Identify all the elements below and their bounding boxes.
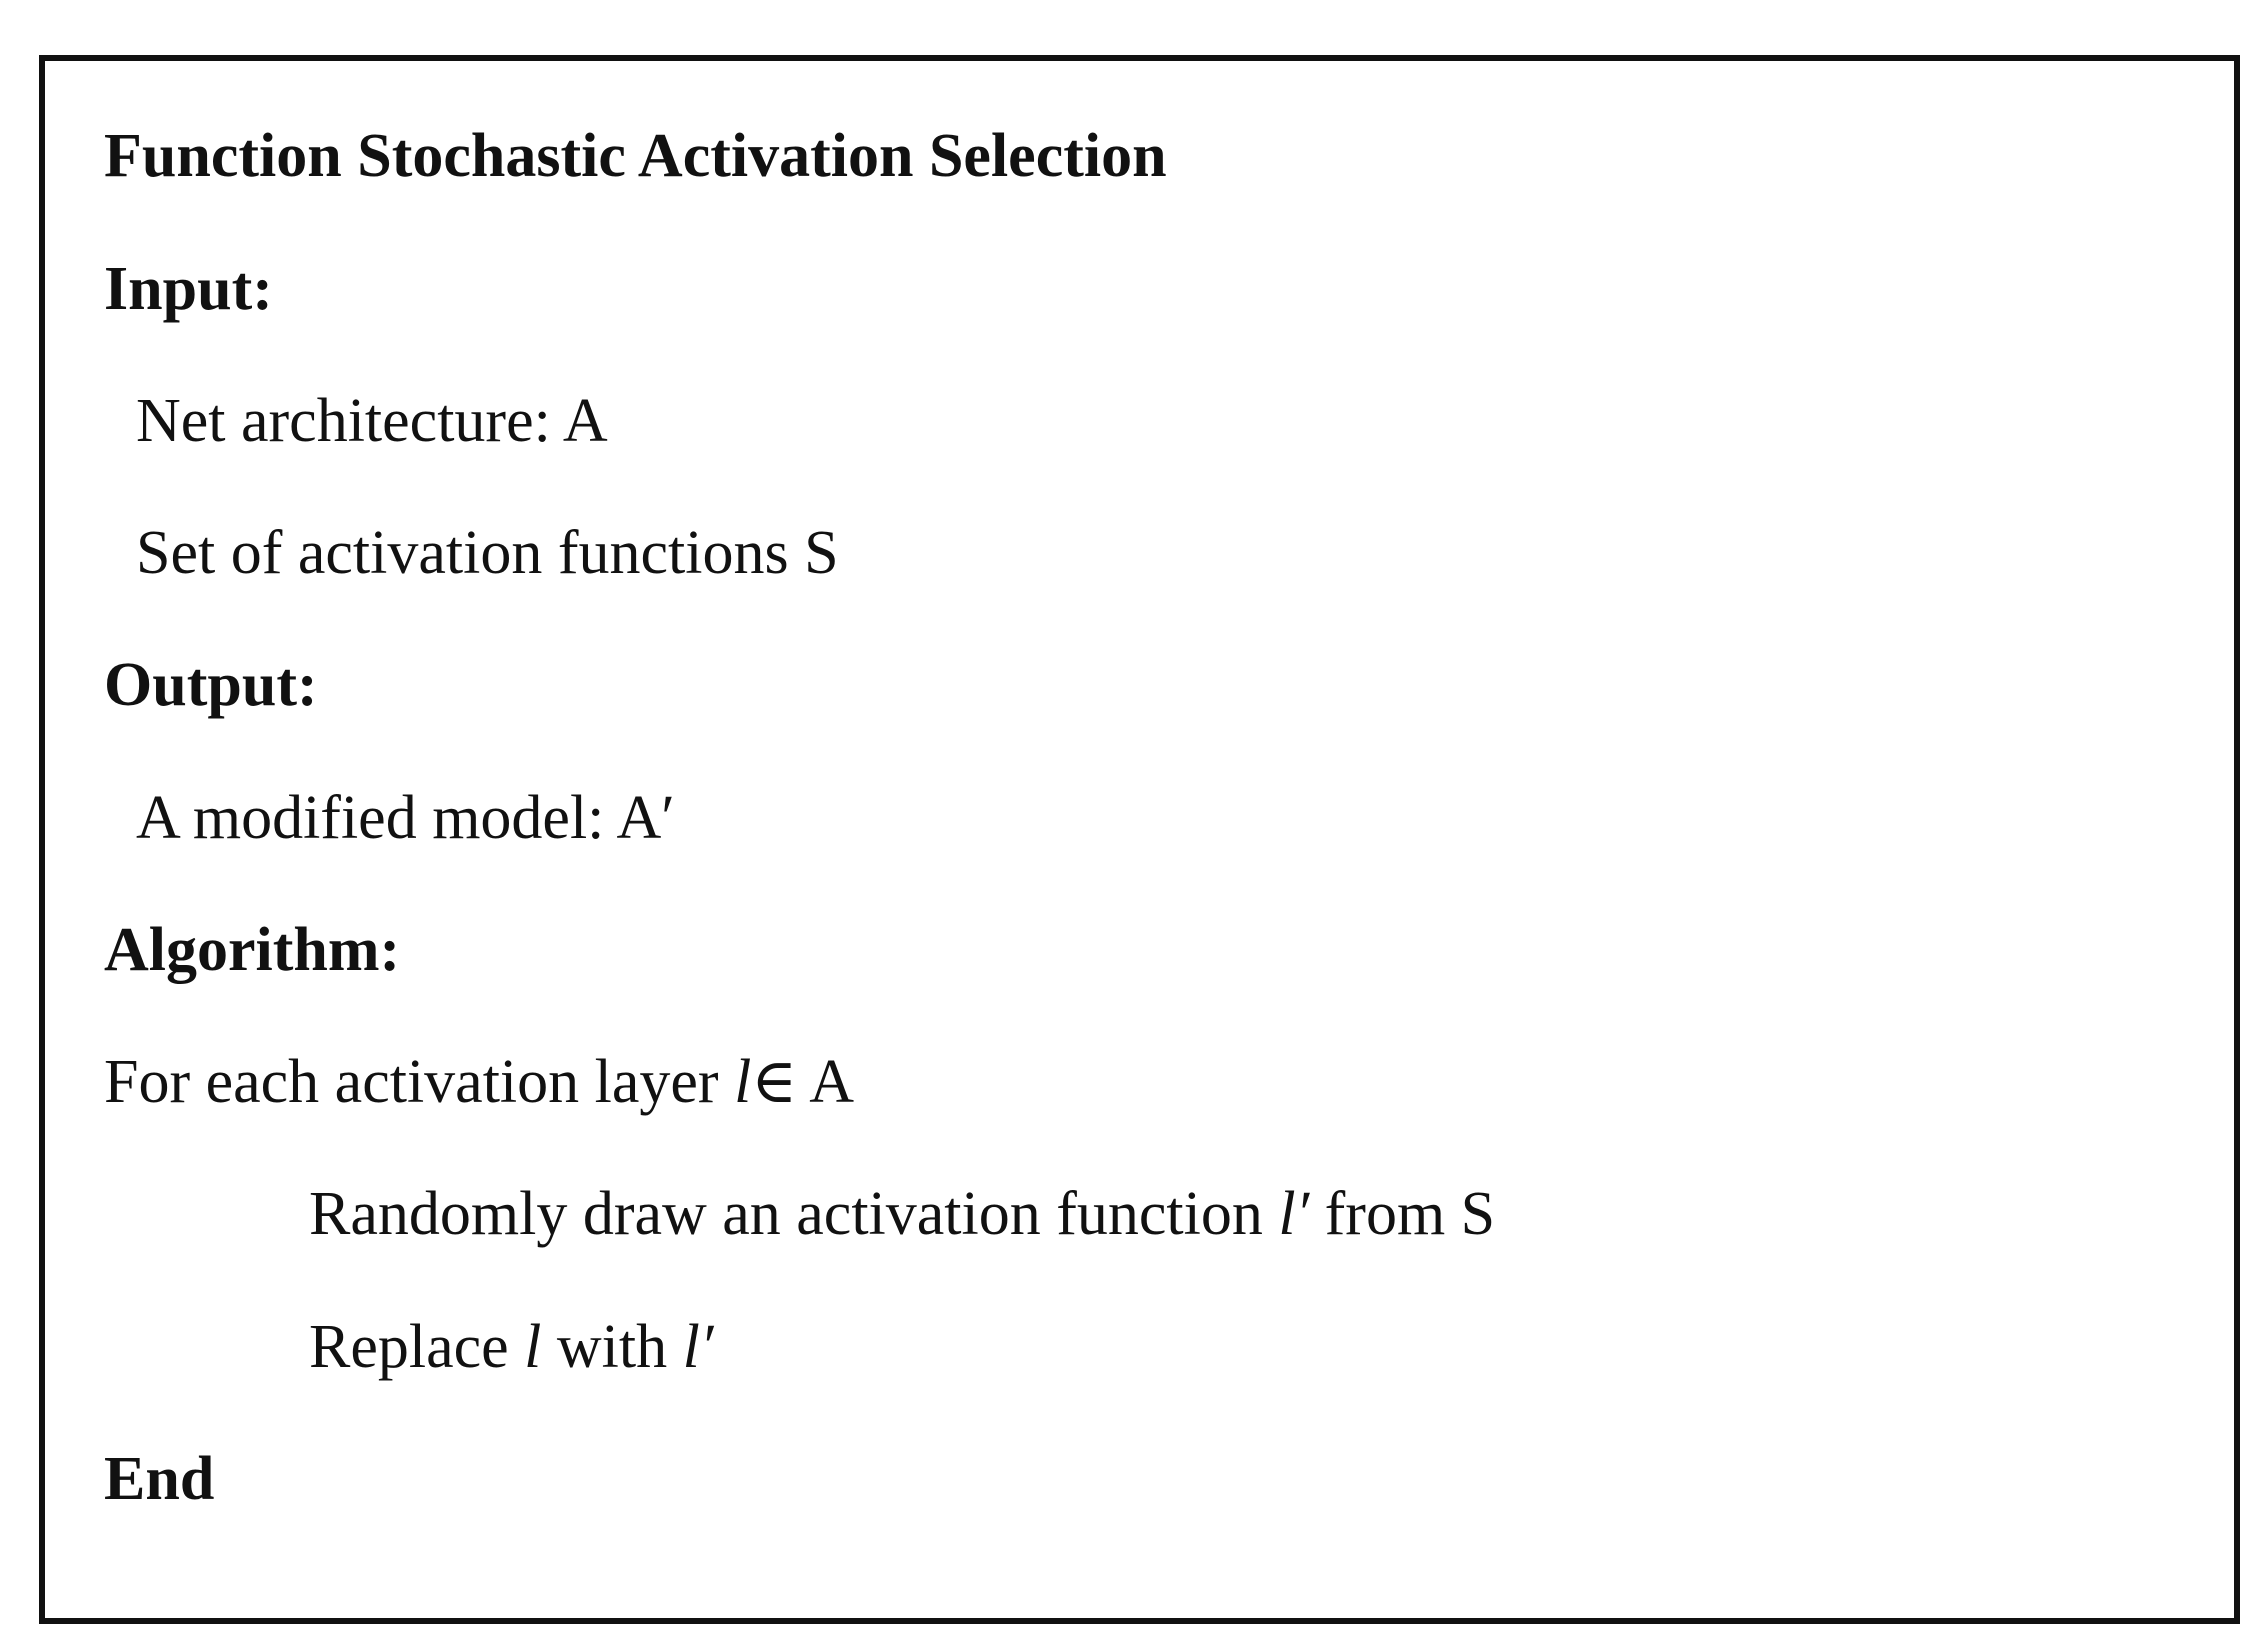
loop-statement [104, 1046, 854, 1118]
input-heading: Input: [104, 255, 273, 323]
step-draw-activation [309, 1178, 1495, 1250]
output-item-modified-model: A modified model: A′ [136, 784, 675, 852]
step1-suffix: from S [1309, 1180, 1496, 1248]
step2-variable-l: l [524, 1313, 542, 1381]
step1-prefix: Randomly draw an activation function [309, 1180, 1279, 1248]
output-heading: Output: [104, 651, 318, 719]
loop-prefix: For each activation layer [104, 1048, 735, 1116]
step1-variable: l′ [1278, 1180, 1310, 1248]
step2-middle: with [541, 1313, 683, 1381]
loop-suffix: ∈ A [751, 1048, 855, 1116]
algorithm-heading: Algorithm: [104, 916, 401, 984]
algorithm-title: Function Stochastic Activation Selection [104, 122, 1167, 190]
end-statement: End [104, 1445, 215, 1513]
input-item-architecture: Net architecture: A [136, 387, 608, 455]
step2-variable-l-prime: l′ [682, 1313, 714, 1381]
loop-variable: l [734, 1048, 752, 1116]
step-replace-layer [309, 1311, 713, 1383]
step2-prefix: Replace [309, 1313, 525, 1381]
input-item-activation-set: Set of activation functions S [136, 519, 839, 587]
